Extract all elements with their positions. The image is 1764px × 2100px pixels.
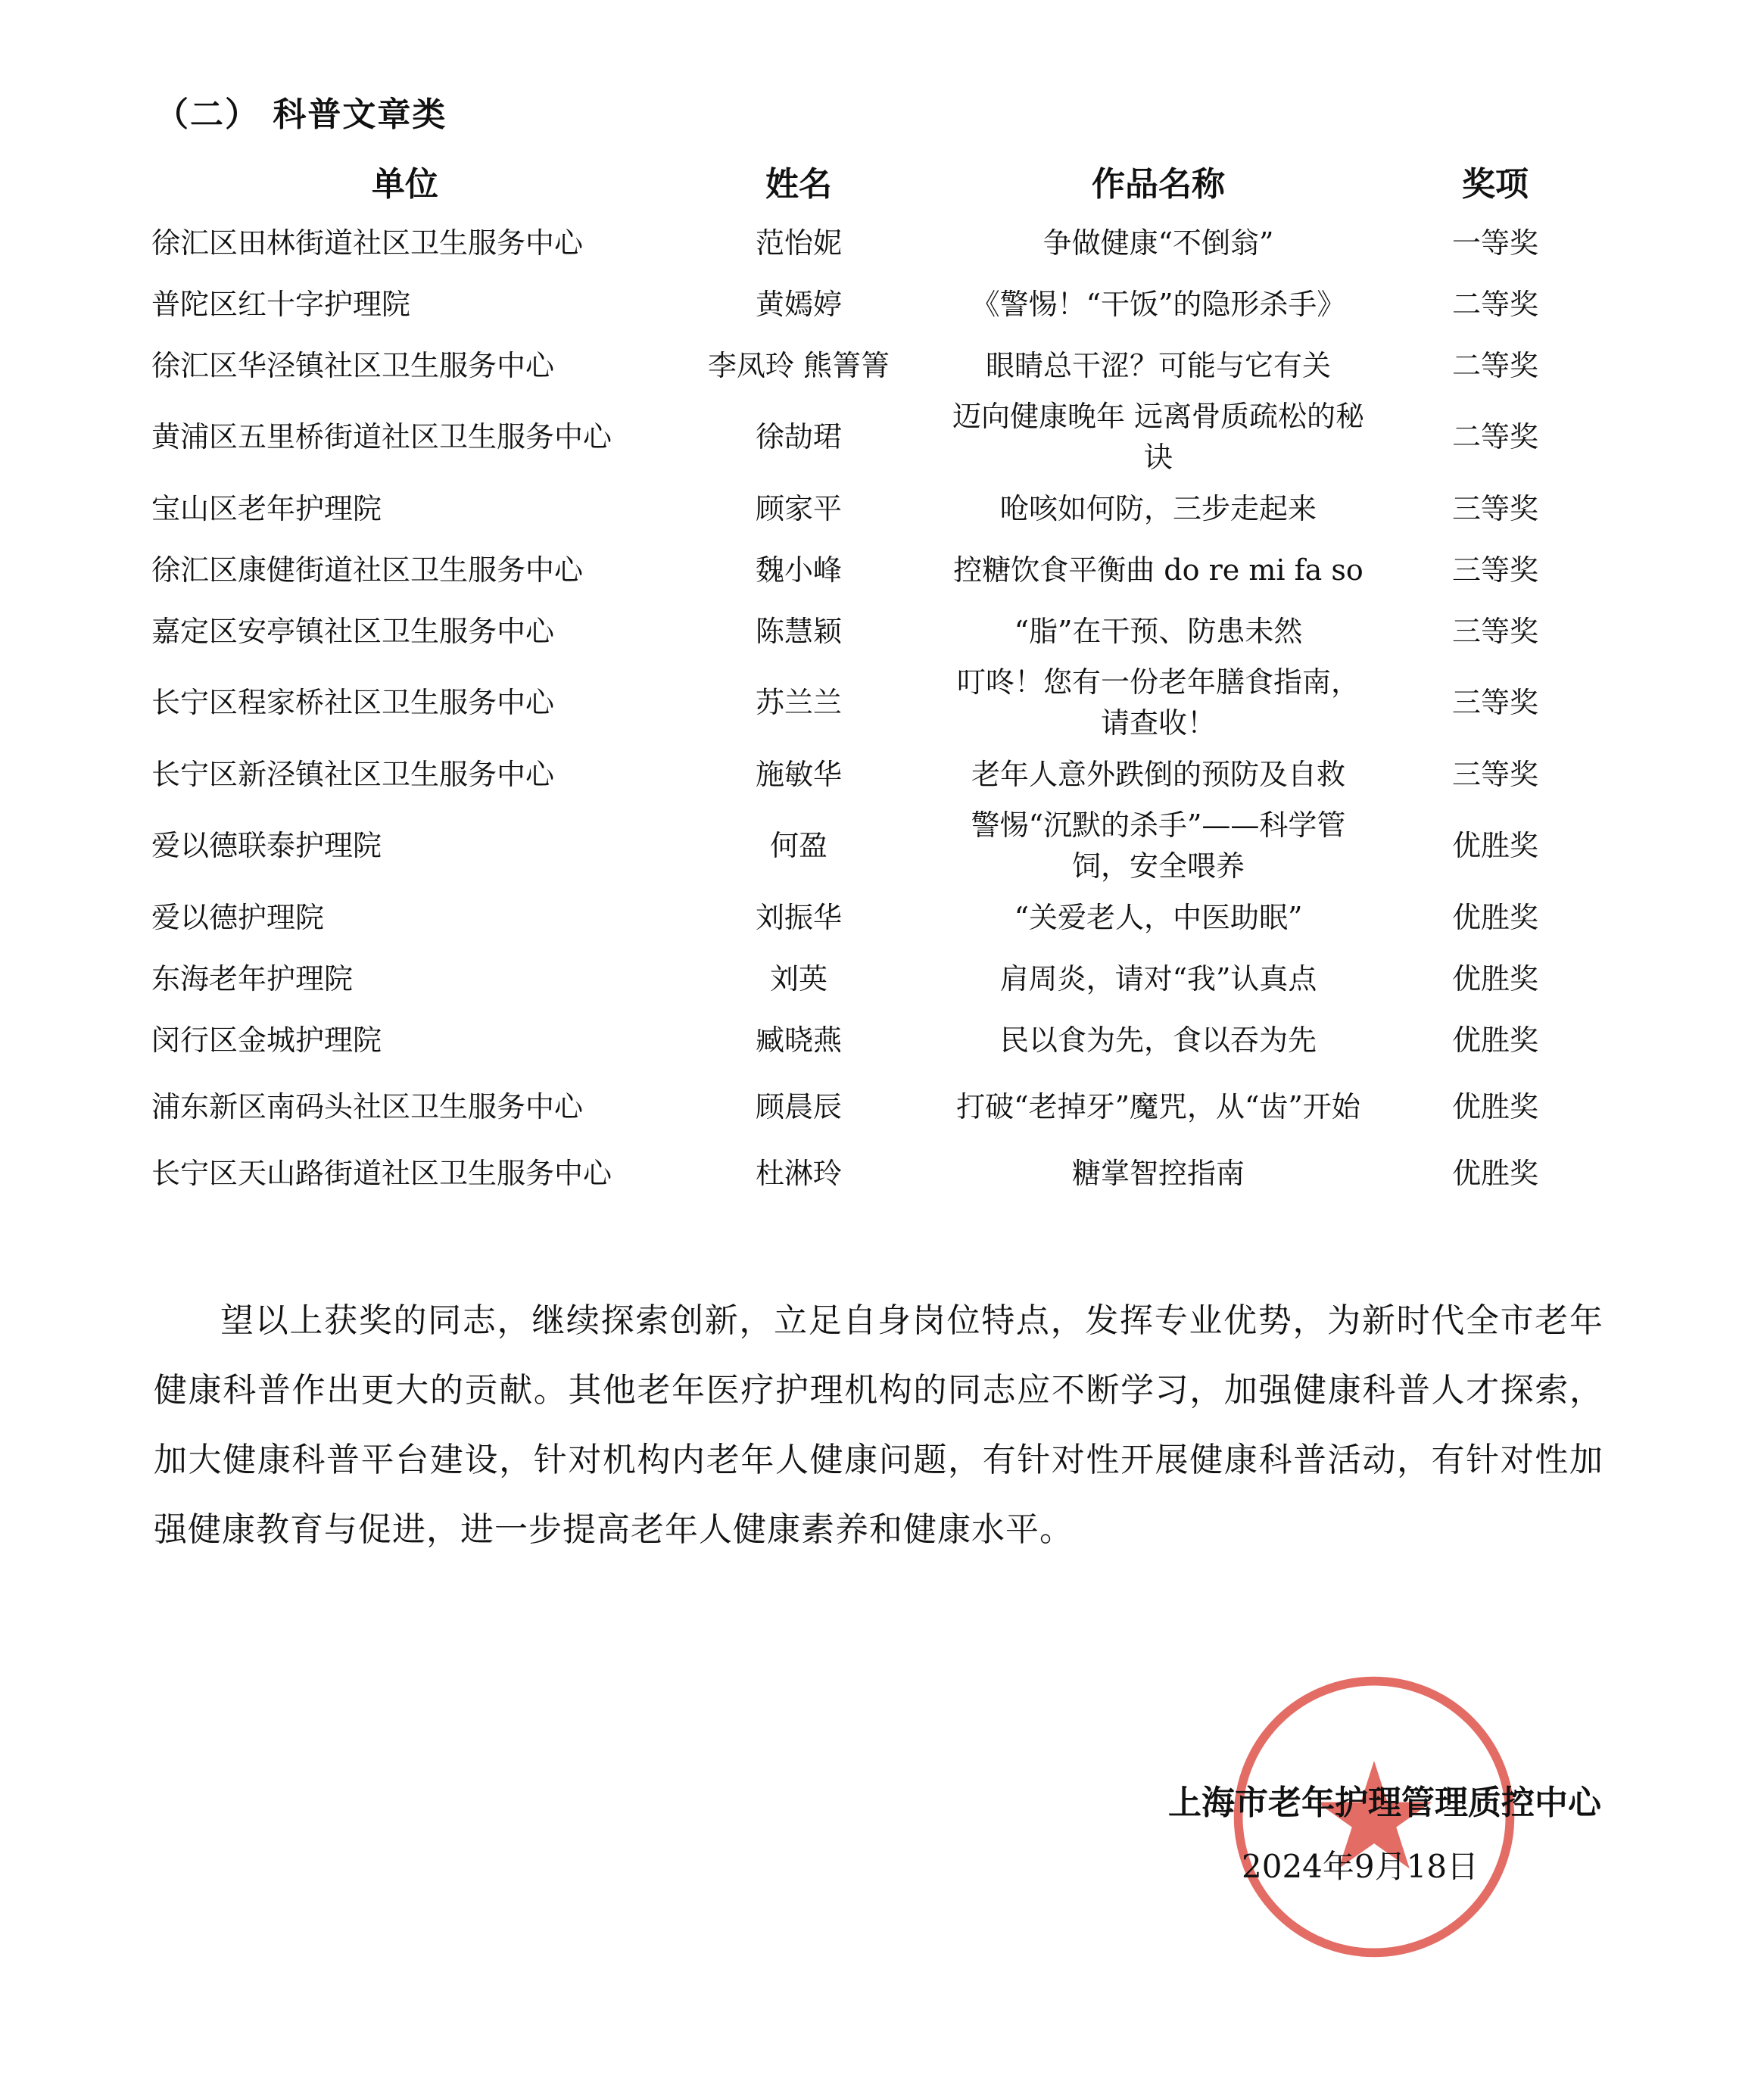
cell-prize: 优胜奖 (1451, 1023, 1538, 1057)
cell-name: 顾晨辰 (755, 1089, 842, 1123)
cell-name: 杜淋玲 (755, 1156, 842, 1190)
cell-name: 刘振华 (755, 900, 842, 934)
header-work: 作品名称 (1092, 165, 1225, 204)
cell-work: 糖掌智控指南 (1071, 1156, 1245, 1190)
cell-prize: 三等奖 (1451, 686, 1538, 719)
cell-name: 苏兰兰 (755, 686, 842, 719)
cell-prize: 三等奖 (1451, 614, 1538, 648)
cell-unit: 普陀区红十字护理院 (151, 287, 411, 321)
cell-work: 呛咳如何防，三步走起来 (999, 491, 1317, 525)
table-row (144, 743, 1605, 805)
cell-prize: 优胜奖 (1451, 829, 1538, 862)
table-row (144, 1009, 1605, 1070)
cell-work: 控糖饮食平衡曲 do re mi fa so (953, 553, 1364, 587)
cell-prize: 三等奖 (1451, 491, 1538, 525)
cell-prize: 一等奖 (1451, 226, 1538, 260)
table-row (144, 396, 1605, 478)
closing-paragraph: 望以上获奖的同志，继续探索创新，立足自身岗位特点，发挥专业优势，为新时代全市老年健康科普作出更大的贡献。其他老年医疗护理机构的同志应不断学习，加强健康科普人才探索，加大健康科普平台建设，针对机构内老年人健康问题，有针对性开展健康科普活动，有针对性加强健康教育与促进，进一步提高老年人健康素养和健康水平。 (154, 1301, 1603, 1549)
cell-prize: 二等奖 (1451, 348, 1538, 382)
table-row (144, 335, 1605, 396)
cell-unit: 东海老年护理院 (151, 961, 354, 995)
table-row (144, 1142, 1605, 1204)
cell-name: 李凤玲 熊箐箐 (707, 348, 890, 382)
cell-work: “脂”在干预、防患未然 (1014, 614, 1303, 648)
cell-unit: 徐汇区康健街道社区卫生服务中心 (151, 553, 584, 587)
cell-work: 肩周炎，请对“我”认真点 (999, 961, 1317, 995)
cell-unit: 长宁区天山路街道社区卫生服务中心 (151, 1156, 612, 1190)
cell-work: 打破“老掉牙”魔咒，从“齿”开始 (956, 1089, 1360, 1123)
table-row (144, 948, 1605, 1009)
cell-name: 臧晓燕 (755, 1023, 842, 1057)
header-unit: 单位 (372, 165, 438, 204)
cell-work: 民以食为先，食以吞为先 (999, 1023, 1317, 1057)
signing-organization: 上海市老年护理管理质控中心 (1168, 1784, 1601, 1822)
table-row (144, 273, 1605, 335)
cell-name: 施敏华 (755, 757, 842, 791)
table-row (144, 212, 1605, 273)
cell-name: 黄嫣婷 (755, 287, 842, 321)
header-prize: 奖项 (1462, 165, 1529, 204)
table-row (144, 886, 1605, 948)
cell-unit: 徐汇区田林街道社区卫生服务中心 (151, 226, 584, 260)
cell-prize: 三等奖 (1451, 553, 1538, 587)
cell-work: 争做健康“不倒翁” (1043, 226, 1274, 260)
table-row (144, 600, 1605, 662)
cell-prize: 优胜奖 (1451, 900, 1538, 934)
cell-work: 眼睛总干涩？可能与它有关 (985, 348, 1331, 382)
cell-unit: 长宁区程家桥社区卫生服务中心 (151, 686, 555, 719)
cell-unit: 嘉定区安亭镇社区卫生服务中心 (151, 614, 555, 648)
cell-name: 魏小峰 (755, 553, 842, 587)
cell-work: 警惕“沉默的杀手”——科学管饲，安全喂养 (971, 809, 1346, 883)
cell-name: 顾家平 (755, 491, 842, 525)
cell-work: 老年人意外跌倒的预防及自救 (971, 757, 1345, 791)
table-row (144, 662, 1605, 743)
cell-prize: 三等奖 (1451, 757, 1538, 791)
cell-unit: 徐汇区华泾镇社区卫生服务中心 (151, 348, 555, 382)
cell-name: 范怡妮 (755, 226, 842, 260)
cell-work: 叮咚！您有一份老年膳食指南，请查收！ (956, 665, 1360, 740)
table-row (144, 539, 1605, 600)
cell-name: 刘英 (769, 961, 827, 995)
cell-unit: 闵行区金城护理院 (151, 1023, 382, 1057)
cell-name: 徐劼珺 (755, 420, 842, 453)
cell-name: 何盈 (769, 829, 827, 862)
cell-work: “关爱老人，中医助眠” (1014, 900, 1303, 934)
cell-unit: 长宁区新泾镇社区卫生服务中心 (151, 757, 555, 791)
table-row (144, 1070, 1605, 1142)
cell-prize: 二等奖 (1451, 420, 1538, 453)
header-name: 姓名 (765, 165, 832, 204)
cell-unit: 宝山区老年护理院 (151, 491, 382, 525)
cell-unit: 黄浦区五里桥街道社区卫生服务中心 (151, 420, 612, 453)
cell-prize: 二等奖 (1451, 287, 1538, 321)
cell-work: 迈向健康晚年 远离骨质疏松的秘诀 (952, 400, 1365, 474)
cell-prize: 优胜奖 (1451, 1156, 1538, 1190)
cell-prize: 优胜奖 (1451, 961, 1538, 995)
cell-unit: 爱以德护理院 (151, 900, 325, 934)
cell-prize: 优胜奖 (1451, 1089, 1538, 1123)
section-title: （二） 科普文章类 (155, 95, 447, 134)
table-header-row (144, 150, 1605, 212)
awards-table (144, 150, 1605, 1204)
cell-unit: 浦东新区南码头社区卫生服务中心 (151, 1089, 584, 1123)
table-row (144, 805, 1605, 886)
signing-date: 2024年9月18日 (1242, 1848, 1479, 1885)
cell-unit: 爱以德联泰护理院 (151, 829, 382, 862)
cell-name: 陈慧颖 (755, 614, 842, 648)
cell-work: 《警惕！“干饭”的隐形杀手》 (971, 287, 1346, 321)
table-row (144, 478, 1605, 539)
